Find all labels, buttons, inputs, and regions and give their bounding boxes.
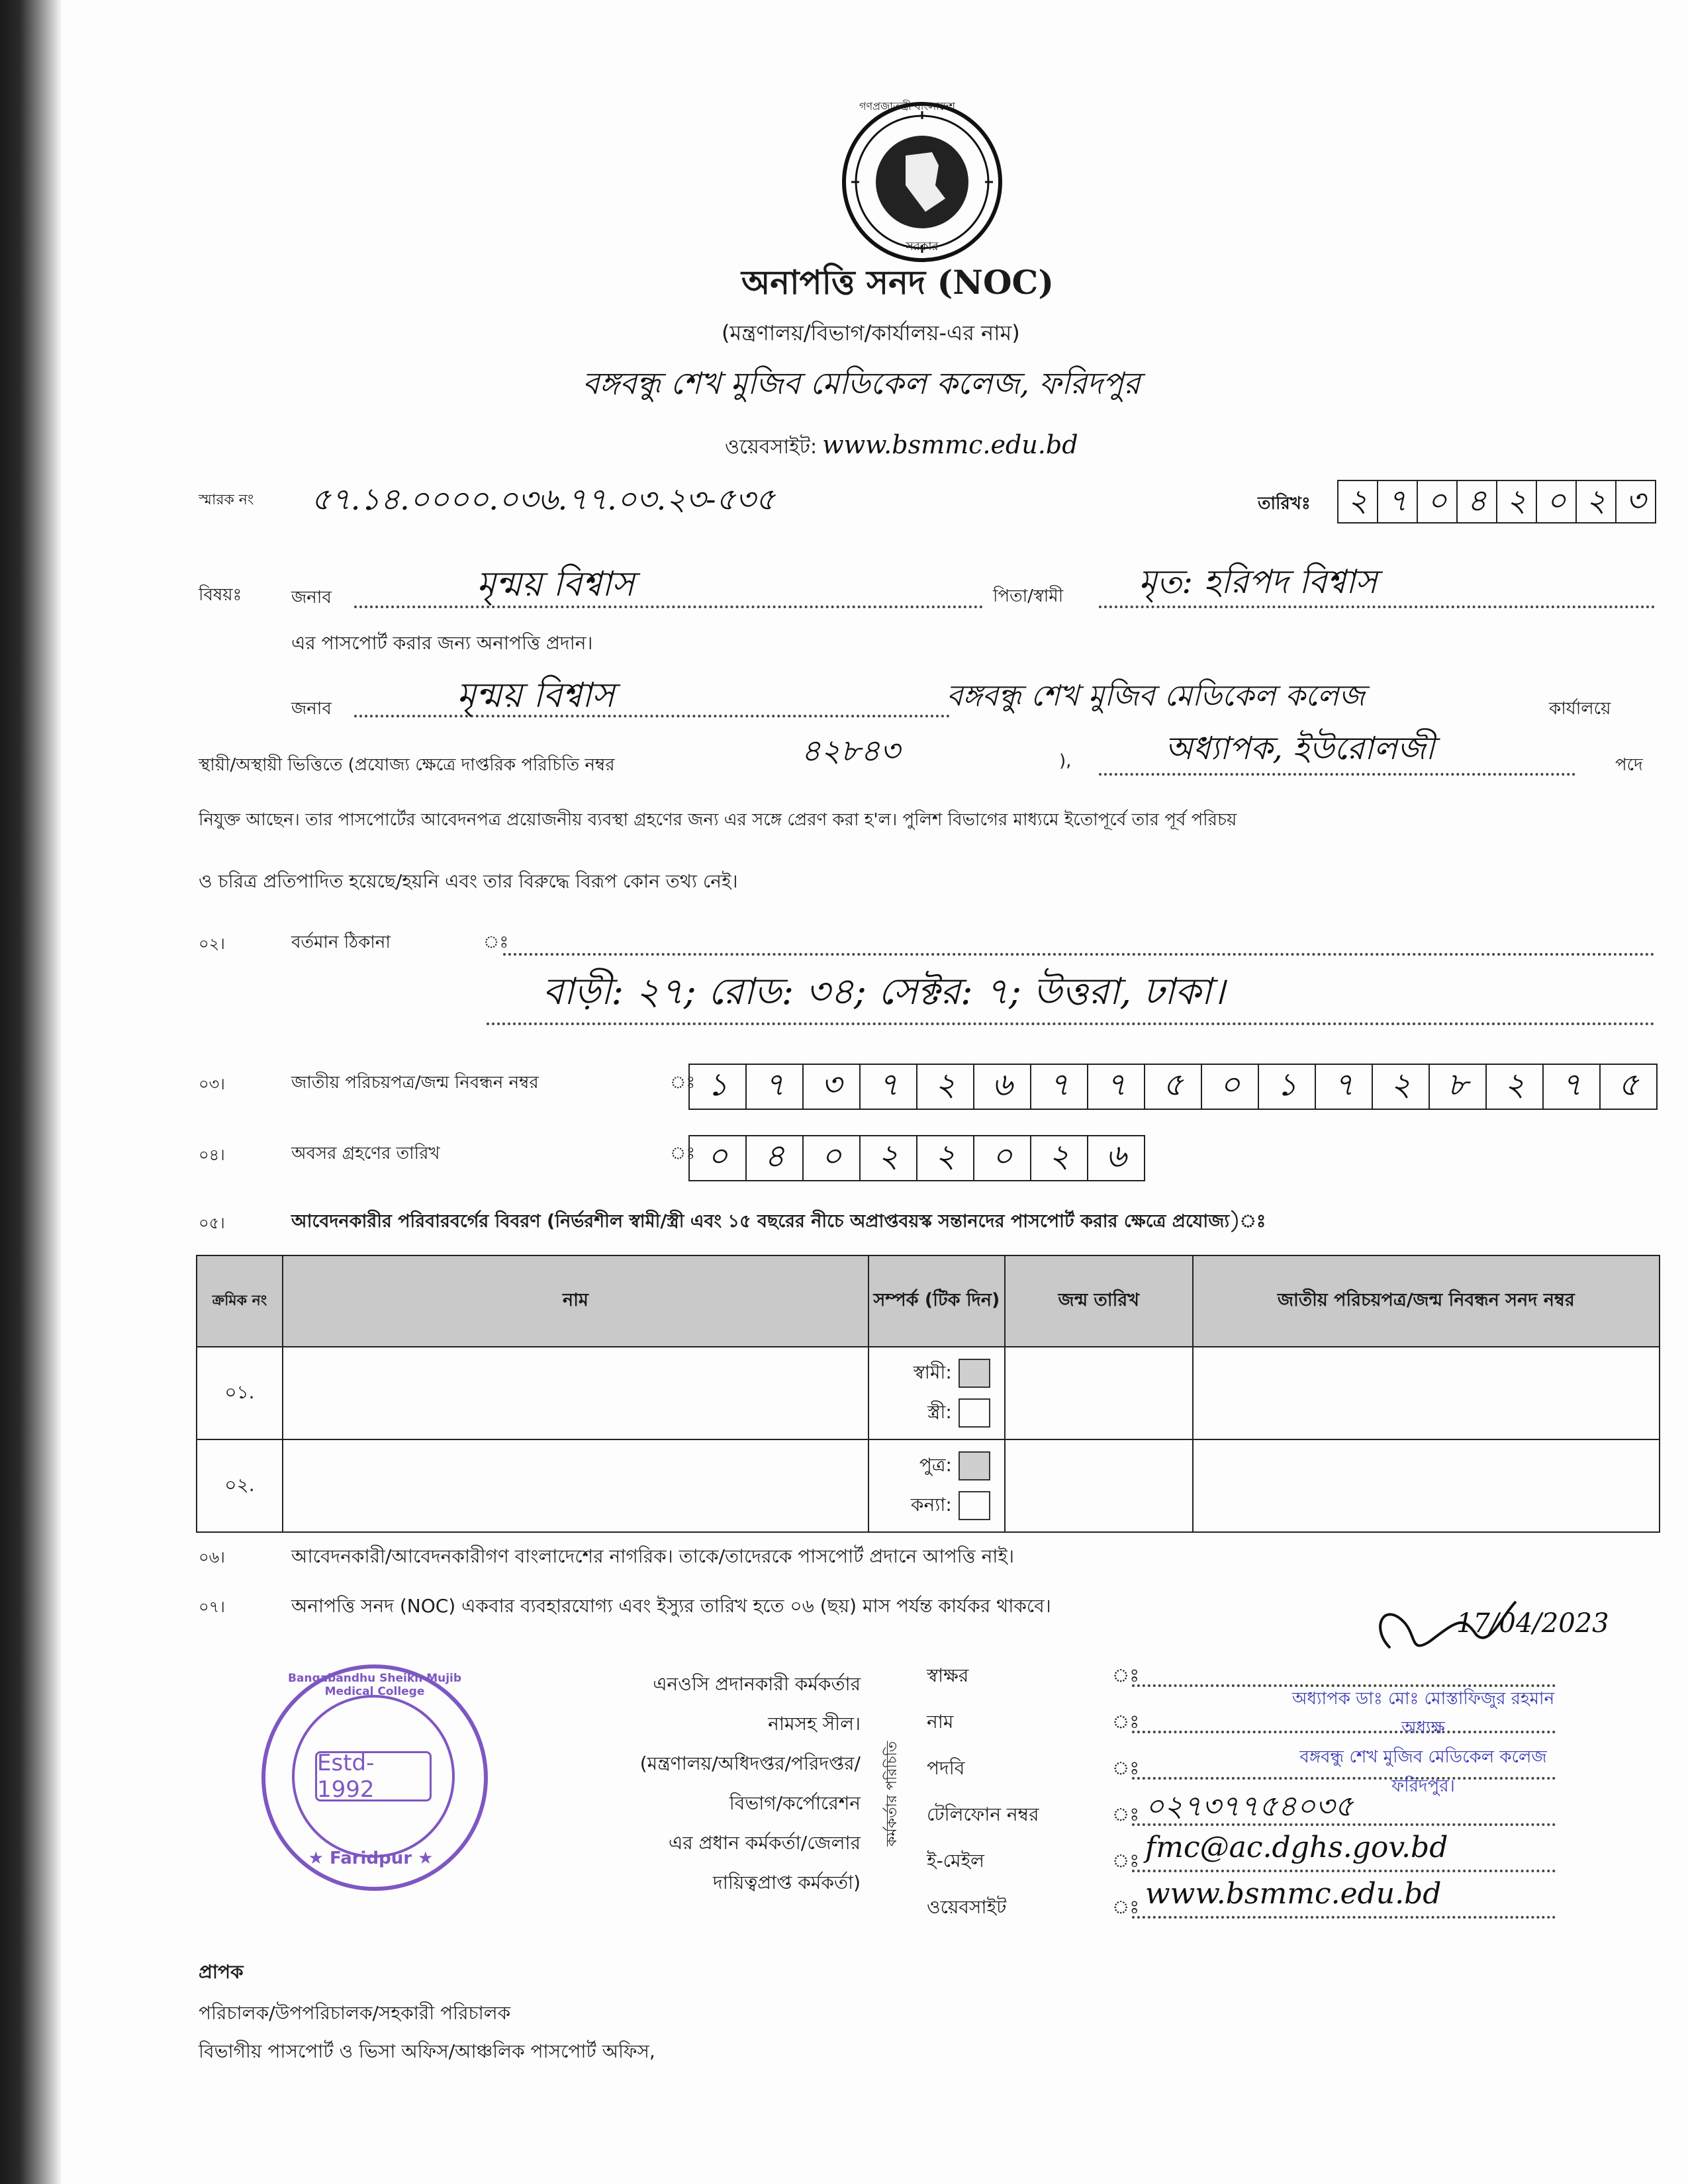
rel-wife-label: স্ত্রী: (927, 1400, 952, 1423)
sig-left-line-2: নামসহ সীল। (768, 1713, 861, 1735)
body-para-line2: ও চরিত্র প্রতিপাদিত হয়েছে/হয়নি এবং তার বিরুদ্ধে বিরূপ কোন তথ্য নেই। (199, 870, 738, 892)
note07-text: অনাপত্তি সনদ (NOC) একবার ব্যবহারযোগ্য এবং ইস্যুর তারিখ হতে ০৬ (ছয়) মাস পর্যন্ত কার্যকর থাকবে। (291, 1595, 1051, 1617)
note06-num: ০৬। (199, 1548, 225, 1567)
row2-relation (868, 1439, 1005, 1532)
digit-box: ৫ (1618, 1066, 1639, 1103)
noc-document: গণপ্রজাতন্ত্রী বাংলাদেশ সরকার অনাপত্তি সনদ (NOC) (মন্ত্রণালয়/বিভাগ/কার্যালয়-এর নাম) বঙ্গবন্ধু শেখ মুজিব মেডিকেল কলেজ, ফরিদপুর ওয়েবসাইট: www.bsmmc.edu.bd স্মারক নং ৫৭.১৪.০০০০.০৩৬.৭৭.০৩.২৩-৫৩৫ তারিখঃ ২ ৭ ০ ৪ ২ ০ ২ ৩ বিষয়ঃ জনাব মৃন্ময় বিশ্বাস পিতা/স্বামী মৃত: হরিপদ বিশ্বাস এর পাসপোর্ট করার জন্য অনাপত্তি প্রদান। জনাব মৃন্ময় বিশ্বাস বঙ্গবন্ধু শেখ মুজিব মেডিকেল কলেজ কার্যালয়ে স্থায়ী/অস্থায়ী ভিত্তিতে (প্রযোজ্য ক্ষেত্রে দাপ্তরিক পরিচিতি নম্বর ৪২৮৪৩ ), অধ্যাপক, ইউরোলজী পদে নিযুক্ত আছেন। তার পাসপোর্টের আবেদনপত্র প্রয়োজনীয় ব্যবস্থা গ্রহণের জন্য এর সঙ্গে প্রেরণ করা হ'ল। পুলিশ বিভাগের মাধ্যমে ইতোপূর্বে তার পূর্ব পরিচয় ও চরিত্র প্রতিপাদিত হয়েছে/হয়নি এবং তার বিরুদ্ধে বিরূপ কোন তথ্য নেই। ০২। বর্তমান ঠিকানা ঃ বাড়ী: ২৭; রোড: ৩৪; সেক্টর: ৭; উত্তরা, ঢাকা। ০৩। জাতীয় পরিচয়পত্র/জন্ম নিবন্ধন নম্বর ঃ ১ ৭ ৩ ৭ ২ ৬ ৭ ৭ ৫ ০ ১ ৭ ২ ৮ ২ ৭ ৫ ০৪। অবসর গ্রহণের তারিখ ঃ ০ ৪ ০ ২ ২ ০ ২ ৬ ০৫। আবেদনকারীর পরিবারবর্গের বিবরণ (নির্ভরশীল স্বামী/স্ত্রী এবং ১৫ বছরের নীচে অপ্রাপ্তবয়স্ক সন্তানদের পাসপোর্ট করার ক্ষেত্রে প্রযোজ্য)ঃ ক্রমিক নং নাম সম্পর্ক (টিক দিন) জন্ম তারিখ জাতীয় পরিচয়পত্র/জন্ম নিবন্ধন সনদ নম্বর ০১. স্বামী: স্ত্রী: ০২. পুত্র: কন্যা: ০৬। আবেদনকারী/আবেদনকারীগণ বাংলাদেশের নাগরিক। তাকে/তাদেরকে পাসপোর্ট প্রদানে আপত্তি নাই। ০৭। অনাপত্তি সনদ (NOC) একবার ব্যবহারযোগ্য এবং ইস্যুর তারিখ হতে ০৬ (ছয়) মাস পর্যন্ত কার্যকর থাকবে। 17/04/2023 এনওসি প্রদানকারী কর্মকর্তার নামসহ সীল। (মন্ত্রণালয়/অধিদপ্তর/পরিদপ্তর/ বিভাগ/কর্পোরেশন এর প্রধান কর্মকর্তা/জেলার দায়িত্বপ্রাপ্ত কর্মকর্তা) কর্মকর্তার পরিচিতি স্বাক্ষর ঃ নাম ঃ পদবি ঃ টেলিফোন নম্বর ঃ ০২৭৩৭৭৫৪০৩৫ ই-মেইল ঃ fmc@ac.dghs.gov.bd ওয়েবসাইট ঃ www.bsmmc.edu.bd অধ্যাপক ডাঃ মোঃ মোস্তাফিজুর রহমান অধ্যক্ষ বঙ্গবন্ধু শেখ মুজিব মেডিকেল কলেজ ফরিদপুর। Estd-1992 Bangabandhu Sheikh Mujib Medical College ★ Faridpur ★ প্রাপক পরিচালক/উপপরিচালক/সহকারী পরিচালক বিভাগীয় পাসপোর্ট ও ভিসা অফিস/আঞ্চলিক পাসপোর্ট অফিস, (0, 0, 1688, 2184)
row1-relation (868, 1347, 1005, 1439)
digit-box: ৭ (1031, 1065, 1088, 1109)
note07-num: ০৭। (199, 1598, 225, 1616)
signature-date: 17/04/2023 (1456, 1608, 1609, 1639)
document-title: অনাপত্তি সনদ (NOC) (741, 263, 1054, 302)
digit-box: ৪ (1458, 481, 1497, 522)
recipient-line2: বিভাগীয় পাসপোর্ট ও ভিসা অফিস/আঞ্চলিক পাসপোর্ট অফিস, (199, 2040, 655, 2062)
row1-serial: ০১. (197, 1347, 283, 1439)
digit-box: ৩ (1626, 482, 1646, 518)
col-dob: জন্ম তারিখ (1005, 1255, 1193, 1347)
col-nid: জাতীয় পরিচয়পত্র/জন্ম নিবন্ধন সনদ নম্বর (1193, 1255, 1660, 1347)
row2-name (283, 1439, 868, 1532)
digit-box: ৭ (1088, 1065, 1145, 1109)
row2-serial: ০২. (197, 1439, 283, 1532)
digit-box: ১ (690, 1065, 747, 1109)
subject-janab: জনাব (291, 588, 332, 608)
digit-box: ৬ (1105, 1138, 1127, 1175)
signature-left-text (503, 1664, 861, 1903)
body-basis: স্থায়ী/অস্থায়ী ভিত্তিতে (প্রযোজ্য ক্ষেত্রে দাপ্তরিক পরিচিতি নম্বর (199, 755, 615, 775)
rel-daughter-label: কন্যা: (910, 1493, 952, 1516)
col-relation: সম্পর্ক (টিক দিন) (868, 1255, 1005, 1347)
sig-left-line-3: (মন্ত্রণালয়/অধিদপ্তর/পরিদপ্তর/ (639, 1752, 861, 1774)
row1-name (283, 1347, 868, 1439)
digit-box: ৭ (861, 1065, 917, 1109)
item03-colon: ঃ (670, 1073, 696, 1093)
digit-box: ২ (1577, 481, 1617, 522)
body-para-line1: নিযুক্ত আছেন। তার পাসপোর্টের আবেদনপত্র প্রয়োজনীয় ব্যবস্থা গ্রহণের জন্য এর সঙ্গে প্রেরণ করা হ'ল। পুলিশ বিভাগের মাধ্যমে ইতোপূর্বে তার পূর্ব পরিচয় (199, 810, 1237, 830)
rel-son-label: পুত্র: (919, 1453, 952, 1476)
college-seal (261, 1664, 488, 1891)
item04-colon: ঃ (670, 1144, 696, 1163)
digit-box: ০ (804, 1136, 861, 1180)
memo-label: স্মারক নং (199, 492, 254, 508)
digit-box: ৫ (1145, 1065, 1202, 1109)
row2-nid (1193, 1439, 1660, 1532)
college-seal-center: Estd-1992 (317, 1750, 375, 1803)
digit-box: ৩ (804, 1065, 861, 1109)
body-post-suffix: পদে (1615, 755, 1643, 775)
digit-box: ০ (690, 1136, 747, 1180)
digit-box: ৭ (747, 1065, 804, 1109)
digit-box: ২ (1373, 1065, 1430, 1109)
family-table (196, 1255, 1660, 1533)
office-name: বঙ্গবন্ধু শেখ মুজিব মেডিকেল কলেজ, ফরিদপুর (583, 365, 1141, 401)
field-signature: স্বাক্ষর ঃ (927, 1655, 1662, 1701)
retirement-date-boxes (688, 1135, 1145, 1181)
issue-date-boxes (1337, 480, 1656, 523)
item03-label: জাতীয় পরিচয়পত্র/জন্ম নিবন্ধন নম্বর (291, 1073, 539, 1093)
body-name: মৃন্ময় বিশ্বাস (457, 676, 615, 715)
digit-box: ০ (1537, 481, 1577, 522)
subject-label: বিষয়ঃ (199, 585, 242, 605)
digit-box: ৭ (1378, 481, 1418, 522)
email-value: fmc@ac.dghs.gov.bd (1145, 1831, 1448, 1864)
digit-box: ৭ (1316, 1065, 1373, 1109)
col-name: নাম (283, 1255, 868, 1347)
address-line-1 (503, 953, 1655, 956)
digit-box: ০ (974, 1136, 1031, 1180)
digit-box: ২ (1487, 1065, 1544, 1109)
field-name: নাম ঃ (927, 1701, 1662, 1747)
item05-num: ০৫। (199, 1214, 225, 1232)
subject-line2: এর পাসপোর্ট করার জন্য অনাপত্তি প্রদান। (291, 632, 593, 654)
digit-box: ০ (1418, 481, 1458, 522)
col-serial: ক্রমিক নং (197, 1255, 283, 1347)
digit-box: ২ (1031, 1136, 1088, 1180)
field-website: ওয়েবসাইট ঃ www.bsmmc.edu.bd (927, 1886, 1662, 1933)
digit-box: ৪ (747, 1136, 804, 1180)
sig-vertical-text: কর্মকর্তার পরিচিতি (884, 1741, 900, 1846)
digit-box: ২ (917, 1136, 974, 1180)
subject-name: মৃন্ময় বিশ্বাস (477, 565, 635, 604)
document-subtitle: (মন্ত্রণালয়/বিভাগ/কার্যালয়-এর নাম) (722, 320, 1020, 345)
body-id-number: ৪২৮৪৩ (801, 733, 900, 768)
recipient-line1: পরিচালক/উপপরিচালক/সহকারী পরিচালক (199, 2002, 511, 2024)
table-row (197, 1347, 1660, 1439)
body-office: বঙ্গবন্ধু শেখ মুজিব মেডিকেল কলেজ (947, 679, 1365, 713)
sig-left-line-4: বিভাগ/কর্পোরেশন (729, 1792, 861, 1814)
officer-stamp (1244, 1684, 1602, 1801)
digit-box: ২ (861, 1136, 917, 1180)
emblem-ring-text: গণপ্রজাতন্ত্রী বাংলাদেশ (859, 100, 956, 113)
sig-left-line-6: দায়িত্বপ্রাপ্ত কর্মকর্তা) (713, 1872, 861, 1893)
telephone-value: ০২৭৩৭৭৫৪০৩৫ (1145, 1790, 1354, 1823)
subject-name-line (354, 606, 983, 608)
body-office-suffix: কার্যালয়ে (1549, 699, 1611, 719)
field-telephone: টেলিফোন নম্বর ঃ ০২৭৩৭৭৫৪০৩৫ (927, 1794, 1662, 1840)
website-value: www.bsmmc.edu.bd (1145, 1877, 1442, 1911)
digit-box: ১ (1259, 1065, 1316, 1109)
item04-label: অবসর গ্রহণের তারিখ (291, 1144, 440, 1163)
college-seal-outer: Bangabandhu Sheikh Mujib Medical College (287, 1672, 462, 1698)
header-website-value: www.bsmmc.edu.bd (822, 430, 1078, 459)
item02-num: ০২। (199, 934, 225, 953)
father-value: মৃত: হরিপদ বিশ্বাস (1139, 563, 1378, 601)
recipient-label: প্রাপক (199, 1961, 244, 1983)
nid-number-boxes (688, 1064, 1658, 1110)
emblem-bottom-text: সরকার (906, 240, 939, 253)
digit-box: ০ (1202, 1065, 1259, 1109)
item02-label: বর্তমান ঠিকানা (291, 933, 391, 952)
header-website-label: ওয়েবসাইট: (725, 435, 818, 459)
item03-num: ০৩। (199, 1075, 225, 1093)
rel-son-checkbox[interactable] (959, 1451, 990, 1480)
body-name-line (354, 715, 950, 717)
scan-left-edge (0, 0, 61, 2184)
item05-text: আবেদনকারীর পরিবারবর্গের বিবরণ (নির্ভরশীল স্বামী/স্ত্রী এবং ১৫ বছরের নীচে অপ্রাপ্তবয়স্ক সন্তানদের পাসপোর্ট করার ক্ষেত্রে প্রযোজ্য)ঃ (291, 1211, 1266, 1232)
officer-stamp-place: ফরিদপুর। (1391, 1776, 1455, 1796)
digit-box: ৭ (1544, 1065, 1601, 1109)
item02-colon: ঃ (483, 933, 509, 952)
emblem-text (839, 99, 1005, 265)
digit-box: ৮ (1430, 1065, 1487, 1109)
memo-value: ৫৭.১৪.০০০০.০৩৬.৭৭.০৩.২৩-৫৩৫ (311, 481, 776, 517)
row1-dob (1005, 1347, 1193, 1439)
body-designation: অধ্যাপক, ইউরোলজী (1165, 730, 1435, 767)
digit-box: ২ (917, 1065, 974, 1109)
college-seal-bottom: ★ Faridpur ★ (308, 1848, 434, 1868)
father-label: পিতা/স্বামী (993, 586, 1064, 606)
row2-dob (1005, 1439, 1193, 1532)
officer-stamp-title: অধ্যক্ষ (1401, 1718, 1445, 1738)
row1-nid (1193, 1347, 1660, 1439)
officer-stamp-org: বঙ্গবন্ধু শেখ মুজিব মেডিকেল কলেজ (1299, 1747, 1547, 1767)
body-janab: জনাব (291, 699, 332, 719)
item04-num: ০৪। (199, 1146, 225, 1164)
digit-box: ২ (1338, 481, 1378, 522)
rel-husband-label: স্বামী: (913, 1361, 952, 1383)
rel-wife-checkbox[interactable] (959, 1398, 990, 1428)
sig-left-line-5: এর প্রধান কর্মকর্তা/জেলার (668, 1832, 861, 1854)
rel-husband-checkbox[interactable] (959, 1359, 990, 1388)
digit-box: ২ (1497, 481, 1537, 522)
note06-text: আবেদনকারী/আবেদনকারীগণ বাংলাদেশের নাগরিক। তাকে/তাদেরকে পাসপোর্ট প্রদানে আপত্তি নাই। (291, 1545, 1015, 1567)
current-address: বাড়ী: ২৭; রোড: ৩৪; সেক্টর: ৭; উত্তরা, ঢাকা। (543, 970, 1225, 1013)
digit-box: ৬ (974, 1065, 1031, 1109)
family-table-header (197, 1255, 1660, 1347)
date-label: তারিখঃ (1258, 494, 1311, 514)
field-designation: পদবি ঃ (927, 1747, 1662, 1794)
header-website (725, 430, 1078, 465)
rel-daughter-checkbox[interactable] (959, 1491, 990, 1520)
table-row (197, 1439, 1660, 1532)
sig-left-line-1: এনওসি প্রদানকারী কর্মকর্তার (653, 1673, 861, 1695)
field-email: ই-মেইল ঃ fmc@ac.dghs.gov.bd (927, 1840, 1662, 1886)
officer-stamp-name: অধ্যাপক ডাঃ মোঃ মোস্তাফিজুর রহমান (1291, 1689, 1555, 1709)
